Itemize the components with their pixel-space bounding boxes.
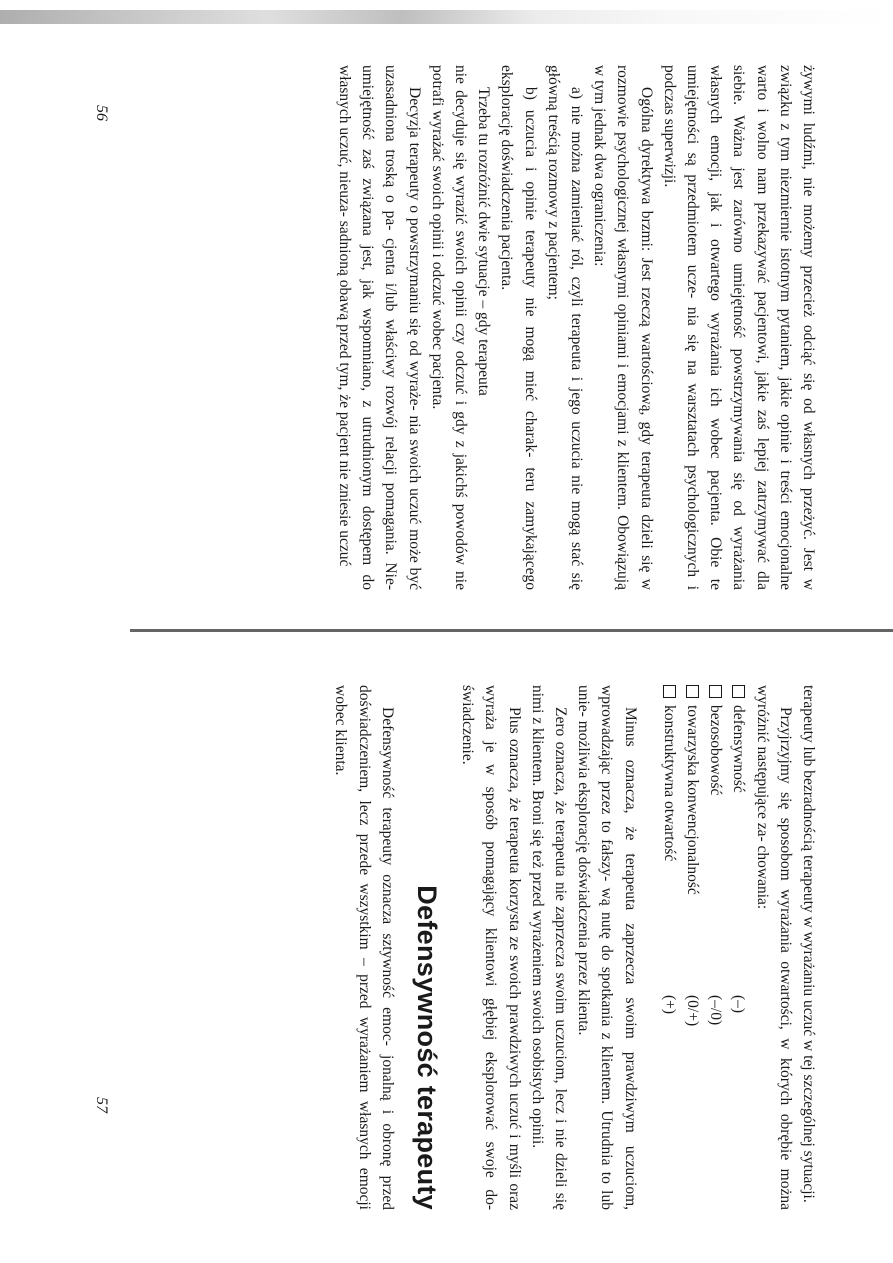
paragraph: b) uczucia i opinie terapeuty nie mogą mieć charak- teru zamykającego eksplorację doświadczenia pacjenta. bbox=[498, 65, 539, 590]
paragraph: Decyzja terapeuty o powstrzymaniu się od wyraże- nia swoich uczuć może być uzasadniona troską o pa- cjenta i/lub właściwy rozwój relacji pomagania. Nie- umiejętność zaś związana jest, jak wspomniano, z utrudnionym dostępem do własnych uczuć, nieuza- sadnioną obawą przed tym, że pacjent nie zniesie uczuć bbox=[335, 65, 423, 590]
checklist-item bbox=[658, 685, 681, 1210]
checklist-item-label: towarzyska konwencjonalność bbox=[683, 705, 701, 895]
checkbox-square-icon bbox=[709, 685, 722, 698]
page-57 bbox=[93, 665, 820, 1225]
checklist-item-label: konstruktywna otwartość bbox=[660, 705, 678, 862]
checklist-item bbox=[727, 685, 750, 1210]
checkbox-square-icon bbox=[663, 685, 676, 698]
checklist-item-label: bezosobowość bbox=[707, 705, 725, 796]
checkbox-square-icon bbox=[732, 685, 745, 698]
paragraph: terapeuty lub bezradnością terapeuty w wyrażaniu uczuć w tej szczególnej sytuacji. bbox=[800, 685, 817, 1203]
checklist-item-mark: (+) bbox=[660, 995, 678, 1015]
checklist-item bbox=[681, 685, 704, 1210]
scan-edge-shadow bbox=[0, 10, 893, 24]
paragraph: Defensywność terapeuty oznacza sztywność emoc- jonalną i obronę przed doświadczeniem, lecz przede wszystkim – przed wyrażaniem własnych emocji wobec klienta. bbox=[332, 685, 396, 1210]
checklist-item-mark: (–) bbox=[730, 995, 748, 1014]
paragraph: Zero oznacza, że terapeuta nie zaprzecza swoim uczuciom, lecz i nie dzieli się nimi z klientem. Broni się też przed wyrażeniem swoich osobistych opinii. bbox=[528, 685, 569, 1210]
page-57-text bbox=[329, 685, 820, 1210]
page-number: 56 bbox=[93, 105, 110, 121]
paragraph-spaced: nie decyduje się wyrazić swoich opinii czy odczuć i gdy z jakichś powodów nie potrafi wyrażać swoich opinii i odczuć wobec pacjenta. bbox=[428, 65, 469, 590]
checklist-item-mark: (–/0) bbox=[707, 995, 725, 1026]
paragraph: Przyjrzyjmy się sposobom wyrażania otwartości, w których obrębie można wyróżnić następujące za- chowania: bbox=[753, 685, 794, 1210]
paragraph: Ogólna dyrektywa brzmi: Jest rzeczą wartościową, gdy terapeuta dzieli się w rozmowie psychologicznej własnymi opiniami i emocjami z klientem. Obowiązują w tym jednak dwa ograniczenia: bbox=[591, 65, 655, 590]
paragraph: żywymi ludźmi, nie możemy przecież odciąć się od własnych przeżyć. Jest w związku z tym niezmiernie istotnym pytaniem, jakie opinie i treści emocjonalne warto i wolno nam przekazywać pacjentowi, jakie zaś lepiej zatrzymywać dla siebie. Ważna jest zarówno umiejętność powstrzymywania się od wyrażania własnych emocji, jak i otwartego wyrażania ich wobec pacjenta. Obie te umiejętności są przedmiotem ucze- nia się na warsztatach psychologicznych i podczas superwizji. bbox=[660, 65, 817, 590]
paragraph: Minus oznacza, że terapeuta zaprzecza swoim prawdziwym uczuciom, wprowadzając przez to fałszy- wą nutę do spotkania z klientem. Utrudnia to lub unie- możliwia eksplorację doświadczenia przez klienta. bbox=[575, 685, 639, 1210]
section-heading: Defensywność terapeuty bbox=[411, 885, 442, 1210]
checklist-item bbox=[704, 685, 727, 1210]
paragraph: Trzeba tu rozróżnić dwie sytuacje – gdy terapeuta bbox=[475, 87, 493, 396]
page-56 bbox=[93, 45, 820, 605]
paragraph: a) nie można zamieniać ról, czyli terapeuta i jego uczucia nie mogą stać się główną treścią rozmowy z pacjentem; bbox=[544, 65, 585, 590]
page-56-text bbox=[333, 65, 820, 590]
behavior-checklist bbox=[658, 685, 751, 1210]
paragraph: Plus oznacza, że terapeuta korzysta ze swoich prawdziwych uczuć i myśli oraz wyraża je w sposób pomagający klientowi głębiej eksplorować swoje do- świadczenie. bbox=[459, 685, 523, 1210]
checklist-item-mark: (0/+) bbox=[683, 995, 701, 1027]
page-number: 57 bbox=[93, 1097, 110, 1113]
checkbox-square-icon bbox=[686, 685, 699, 698]
checklist-item-label: defensywność bbox=[730, 705, 748, 793]
page-divider bbox=[130, 629, 893, 632]
